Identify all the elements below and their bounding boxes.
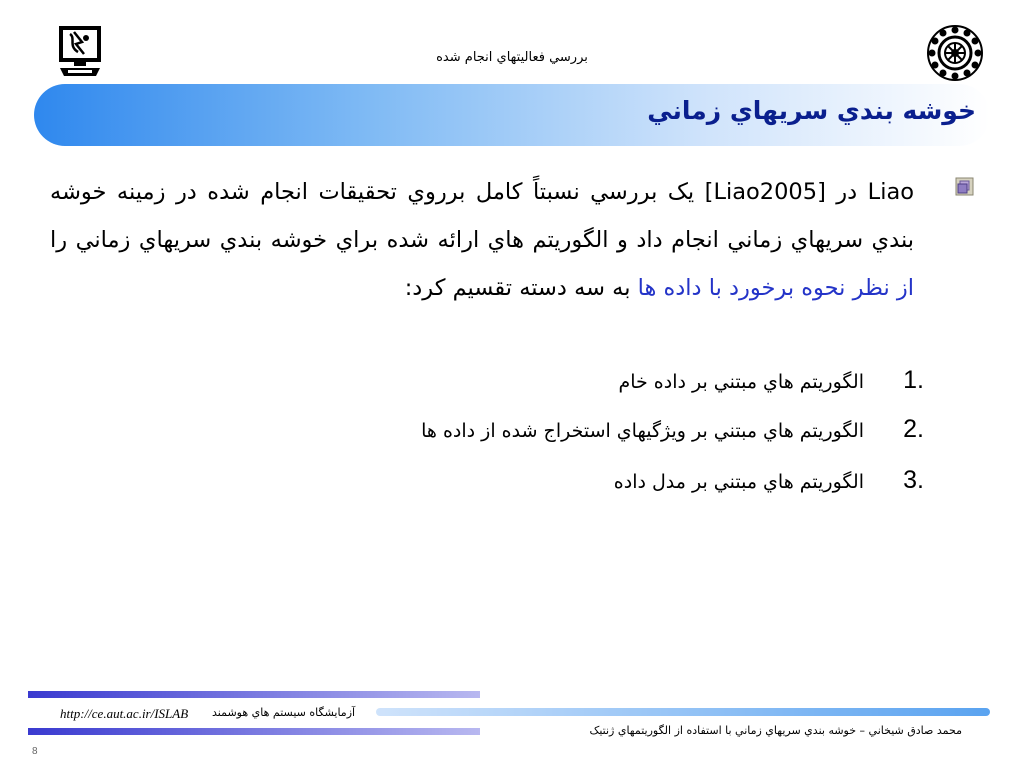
paragraph-text-start: Liao در [Liao2005] يک بررسي نسبتاً کامل برروي تحقيقات انجام شده در زمينه خوشه بندي سريهاي زماني انجام داد و الگوريتم هاي ارائه شده براي خوشه بندي سريهاي زماني را xyxy=(50,179,915,253)
list-number: 2. xyxy=(903,415,924,443)
footer-divider-right xyxy=(376,708,990,716)
footer-divider-top xyxy=(28,691,480,698)
header-caption: بررسي فعاليتهاي انجام شده xyxy=(436,50,588,65)
footer-divider-bottom xyxy=(28,728,480,735)
list-item xyxy=(421,415,924,444)
university-seal-icon xyxy=(926,24,984,82)
footer-url-link[interactable]: http://ce.aut.ac.ir/ISLAB xyxy=(60,706,189,721)
list-text: الگوريتم هاي مبتني بر ويژگيهاي استخراج شده از داده ها xyxy=(421,420,864,442)
list-item xyxy=(614,466,924,495)
footer-lab-name: آزمايشگاه سيستم هاي هوشمند xyxy=(212,706,356,719)
lab-logo-icon xyxy=(52,24,108,80)
square-bullet-icon xyxy=(955,177,975,197)
list-item xyxy=(618,366,924,395)
paragraph-highlight: از نظر نحوه برخورد با داده ها xyxy=(637,275,914,301)
paragraph-text-end: به سه دسته تقسيم کرد: xyxy=(404,275,638,301)
page-number: 8 xyxy=(32,746,38,757)
main-paragraph xyxy=(50,168,914,312)
footer-author: محمد صادق شيخاني – خوشه بندي سريهاي زماني با استفاده از الگوريتمهاي ژنتيک xyxy=(589,724,962,737)
list-number: 3. xyxy=(903,466,924,494)
list-text: الگوريتم هاي مبتني بر مدل داده xyxy=(613,471,864,493)
list-text: الگوريتم هاي مبتني بر داده خام xyxy=(618,371,864,393)
list-number: 1. xyxy=(903,366,924,394)
slide-title: خوشه بندي سريهاي زماني xyxy=(647,96,976,125)
title-bar xyxy=(34,84,990,146)
